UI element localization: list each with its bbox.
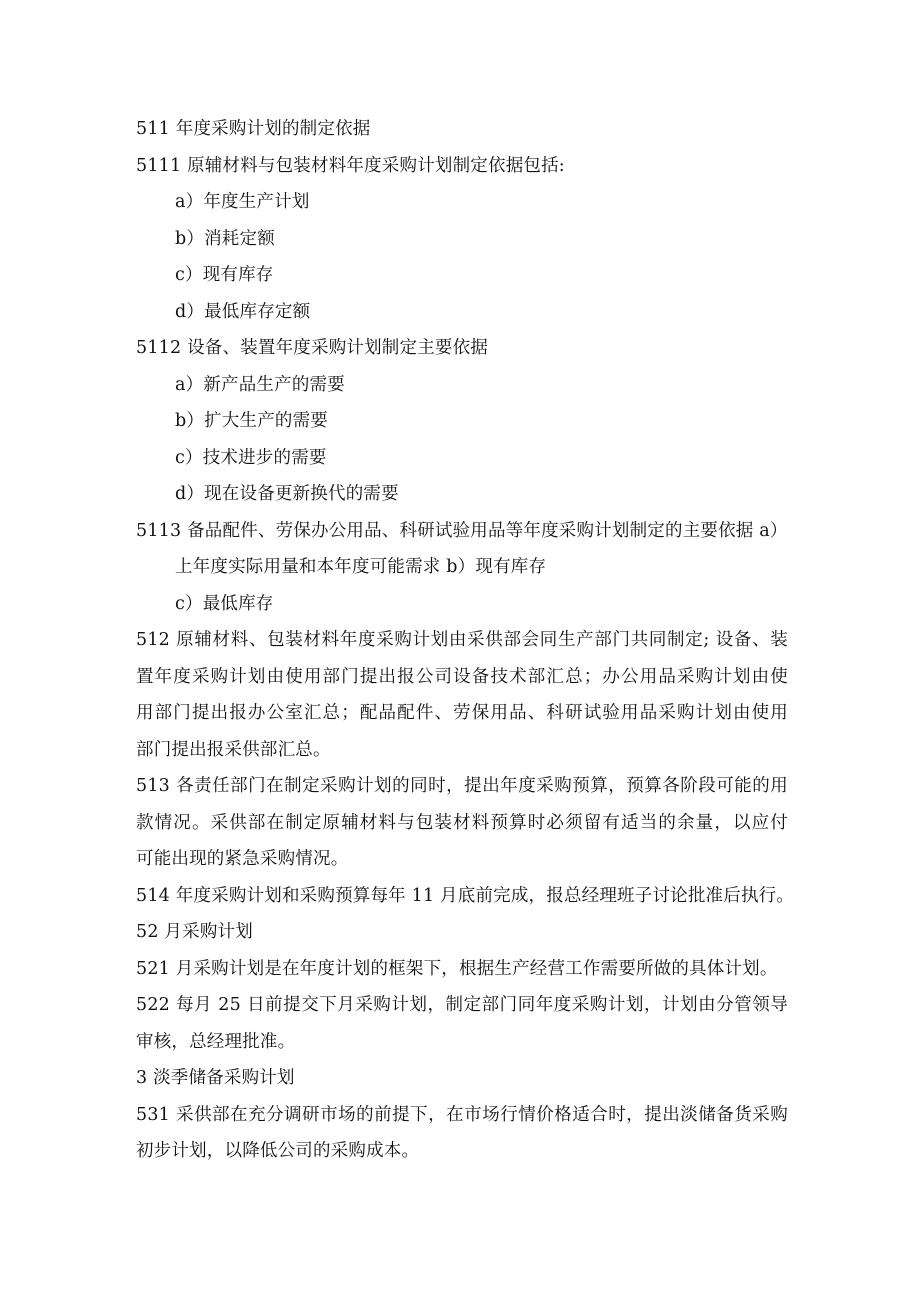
paragraph-line: 522 每月 25 日前提交下月采购计划，制定部门同年度采购计划，计划由分管领导 [136,995,788,1015]
paragraph-line: 531 采供部在充分调研市场的前提下，在市场行情价格适合时，提出淡储备货采购 [136,1105,788,1125]
paragraph-line: 初步计划，以降低公司的采购成本。 [136,1141,420,1161]
heading-511: 511 年度采购计划的制定依据 [136,119,371,139]
heading-5111: 5111 原辅材料与包装材料年度采购计划制定依据包括: [136,156,565,176]
paragraph-line: 用部门提出报办公室汇总；配品配件、劳保用品、科研试验用品采购计划由使用 [136,703,788,723]
paragraph-line: 可能出现的紧急采购情况。 [136,849,349,869]
list-item: a）新产品生产的需要 [175,375,345,395]
heading-52: 52 月采购计划 [136,922,253,942]
list-item: a）年度生产计划 [175,192,310,212]
paragraph-line: 513 各责任部门在制定采购计划的同时，提出年度采购预算，预算各阶段可能的用 [136,776,788,796]
heading-3: 3 淡季储备采购计划 [136,1068,295,1088]
list-item: d）最低库存定额 [175,302,311,322]
paragraph-line: 上年度实际用量和本年度可能需求 b）现有库存 [175,557,547,577]
paragraph-line: 512 原辅材料、包装材料年度采购计划由采供部会同生产部门共同制定; 设备、装 [136,630,788,650]
paragraph-line: 置年度采购计划由使用部门提出报公司设备技术部汇总；办公用品采购计划由使 [136,667,788,687]
paragraph-line: 审核，总经理批准。 [136,1032,296,1052]
paragraph-line: 款情况。采供部在制定原辅材料与包装材料预算时必须留有适当的余量，以应付 [136,813,788,833]
list-item: b）扩大生产的需要 [175,411,329,431]
list-item: c）最低库存 [175,594,274,614]
list-item: c）技术进步的需要 [175,448,327,468]
heading-5112: 5112 设备、装置年度采购计划制定主要依据 [136,338,488,358]
list-item: b）消耗定额 [175,229,275,249]
paragraph-line: 521 月采购计划是在年度计划的框架下，根据生产经营工作需要所做的具体计划。 [136,959,778,979]
list-item: c）现有库存 [175,265,274,285]
list-item: d）现在设备更新换代的需要 [175,484,399,504]
paragraph-line: 部门提出报采供部汇总。 [136,740,331,760]
heading-5113: 5113 备品配件、劳保办公用品、科研试验用品等年度采购计划制定的主要依据 a） [136,521,788,541]
paragraph-line: 514 年度采购计划和采购预算每年 11 月底前完成，报总经理班子讨论批准后执行。 [136,886,795,906]
